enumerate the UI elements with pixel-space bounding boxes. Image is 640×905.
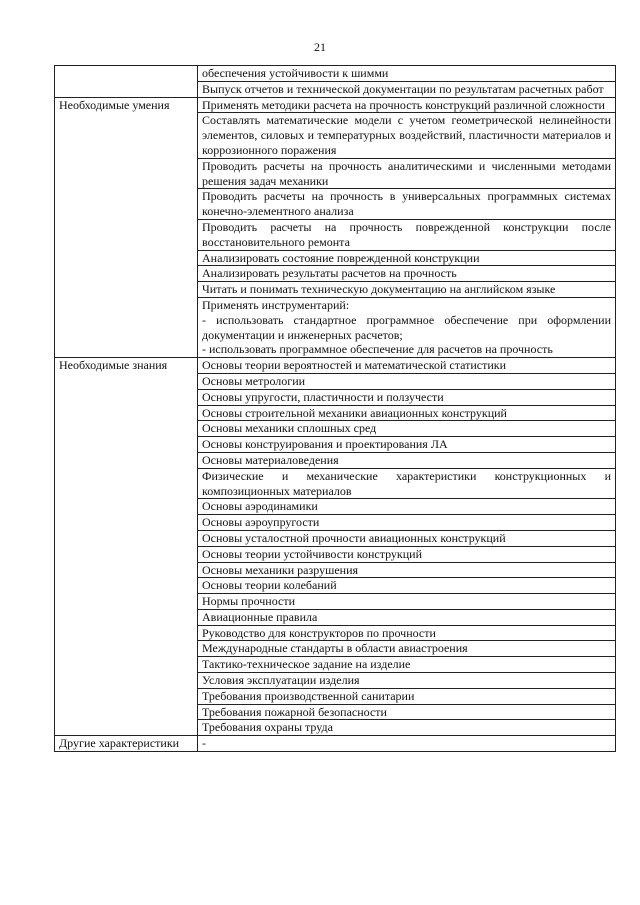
requirement-item: Проводить расчеты на прочность в универсальных программных системах конечно-элементного анализа: [198, 189, 616, 220]
requirement-item: Условия эксплуатации изделия: [198, 673, 616, 689]
requirement-item: Применять методики расчета на прочность конструкций различной сложности: [198, 97, 616, 113]
table-row: [55, 66, 616, 82]
requirement-item: Анализировать результаты расчетов на прочность: [198, 266, 616, 282]
section-label: [55, 66, 198, 98]
requirement-item: Основы теории устойчивости конструкций: [198, 546, 616, 562]
page-number: 21: [314, 40, 326, 54]
requirement-item: Основы метрологии: [198, 373, 616, 389]
requirement-item: Руководство для конструкторов по прочности: [198, 625, 616, 641]
requirement-item: Требования охраны труда: [198, 720, 616, 736]
section-label: Необходимые умения: [55, 97, 198, 358]
section-label: Необходимые знания: [55, 358, 198, 736]
requirement-item: Основы упругости, пластичности и ползучести: [198, 389, 616, 405]
requirement-item: Требования производственной санитарии: [198, 688, 616, 704]
requirement-item: Читать и понимать техническую документацию на английском языке: [198, 282, 616, 298]
requirement-item: Тактико-техническое задание на изделие: [198, 657, 616, 673]
requirement-item: Авиационные правила: [198, 609, 616, 625]
requirement-item: Основы аэроупругости: [198, 515, 616, 531]
requirement-item: Физические и механические характеристики конструкционных и композиционных материалов: [198, 468, 616, 499]
requirement-item: Международные стандарты в области авиастроения: [198, 641, 616, 657]
table-row: [55, 97, 616, 113]
requirements-table: [54, 65, 616, 752]
section-label: Другие характеристики: [55, 736, 198, 752]
requirement-item: -: [198, 736, 616, 752]
requirement-item: [198, 297, 616, 357]
table-row: [55, 358, 616, 374]
requirement-item: Основы механики сплошных сред: [198, 421, 616, 437]
requirement-item-line: - использовать программное обеспечение для расчетов на прочность: [202, 342, 553, 357]
requirement-item: Основы теории колебаний: [198, 578, 616, 594]
requirement-item: Выпуск отчетов и технической документации по результатам расчетных работ: [198, 81, 616, 97]
requirements-table-body: [55, 66, 616, 752]
requirement-item: Составлять математические модели с учетом геометрической нелинейности элементов, силовых и температурных воздействий, пластичности материалов и коррозионного поражения: [198, 113, 616, 158]
requirement-item: Основы теории вероятностей и математической статистики: [198, 358, 616, 374]
table-row: [55, 736, 616, 752]
requirement-item: Основы строительной механики авиационных конструкций: [198, 405, 616, 421]
requirement-item: обеспечения устойчивости к шимми: [198, 66, 616, 82]
requirement-item-line: - использовать стандартное программное обеспечение при оформлении документации и инженерных расчетов;: [202, 312, 611, 342]
requirement-item: Проводить расчеты на прочность поврежденной конструкции после восстановительного ремонта: [198, 219, 616, 250]
requirement-item: Анализировать состояние поврежденной конструкции: [198, 250, 616, 266]
requirement-item: Основы аэродинамики: [198, 499, 616, 515]
requirement-item: Основы усталостной прочности авиационных конструкций: [198, 530, 616, 546]
requirement-item: Требования пожарной безопасности: [198, 704, 616, 720]
requirement-item: Основы механики разрушения: [198, 562, 616, 578]
requirement-item: Основы конструирования и проектирования ЛА: [198, 437, 616, 453]
requirement-item-line: Применять инструментарий:: [202, 297, 350, 312]
requirement-item: Нормы прочности: [198, 594, 616, 610]
requirement-item: Проводить расчеты на прочность аналитическими и численными методами решения задач механики: [198, 158, 616, 189]
requirement-item: Основы материаловедения: [198, 452, 616, 468]
